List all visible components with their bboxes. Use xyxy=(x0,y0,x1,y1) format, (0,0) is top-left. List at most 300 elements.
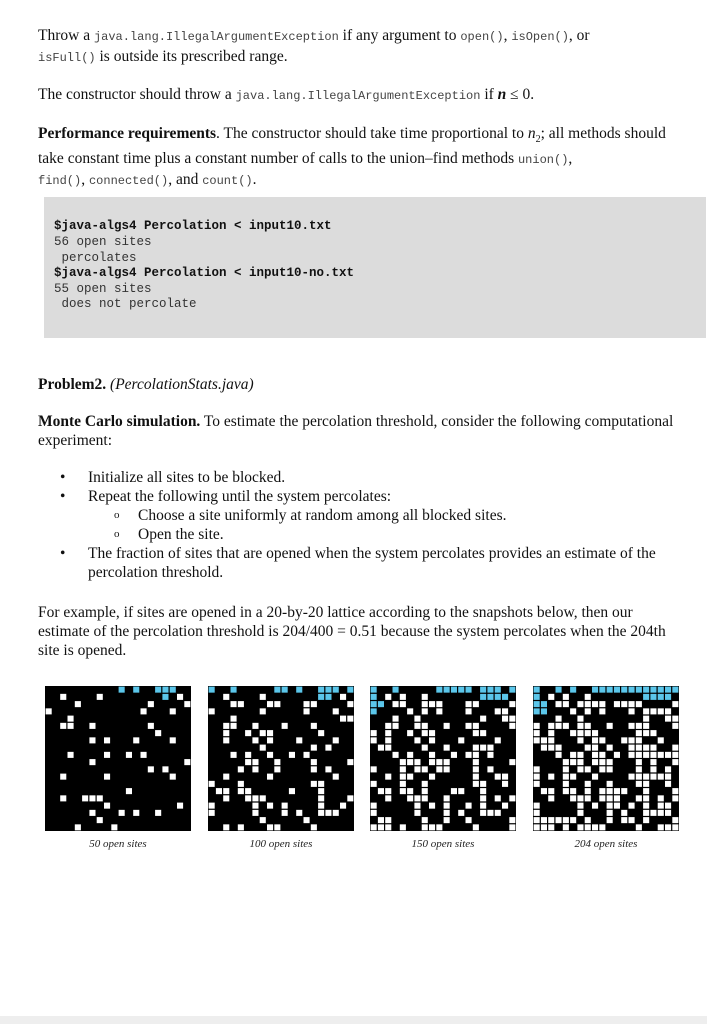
open-site xyxy=(487,810,493,816)
open-site xyxy=(629,803,635,809)
open-site xyxy=(466,701,472,707)
list-item xyxy=(38,487,688,544)
open-site xyxy=(177,803,183,809)
open-site xyxy=(60,774,66,780)
full-site xyxy=(371,687,377,693)
open-site xyxy=(592,701,598,707)
open-site xyxy=(184,701,190,707)
open-site xyxy=(650,759,656,765)
open-site xyxy=(422,730,428,736)
open-site xyxy=(82,795,88,801)
experiment-steps xyxy=(38,468,688,582)
open-site xyxy=(473,752,479,758)
open-site xyxy=(534,824,540,830)
open-site xyxy=(643,817,649,823)
open-site xyxy=(393,723,399,729)
open-site xyxy=(480,730,486,736)
open-site xyxy=(592,774,598,780)
full-site xyxy=(318,694,324,700)
open-site xyxy=(643,745,649,751)
lattice-background xyxy=(45,686,191,831)
open-site xyxy=(252,723,258,729)
text: Throw a xyxy=(38,27,94,44)
open-site xyxy=(89,759,95,765)
code-exception: java.lang.IllegalArgumentException xyxy=(93,30,339,44)
open-site xyxy=(548,745,554,751)
open-site xyxy=(665,810,671,816)
full-site xyxy=(325,694,331,700)
open-site xyxy=(429,730,435,736)
open-site xyxy=(68,716,74,722)
open-site xyxy=(487,766,493,772)
full-site xyxy=(636,687,642,693)
open-site xyxy=(495,708,501,714)
open-site xyxy=(282,723,288,729)
open-site xyxy=(599,737,605,743)
open-site xyxy=(577,737,583,743)
open-site xyxy=(444,745,450,751)
open-site xyxy=(429,759,435,765)
open-site xyxy=(429,774,435,780)
open-site xyxy=(340,694,346,700)
open-site xyxy=(304,752,310,758)
open-site xyxy=(541,824,547,830)
open-site xyxy=(393,752,399,758)
open-site xyxy=(556,723,562,729)
open-site xyxy=(400,781,406,787)
open-site xyxy=(104,752,110,758)
open-site xyxy=(223,824,229,830)
open-site xyxy=(133,737,139,743)
open-site xyxy=(260,795,266,801)
text: . The constructor should take time proportional to xyxy=(216,125,528,142)
full-site xyxy=(155,687,161,693)
open-site xyxy=(252,737,258,743)
open-site xyxy=(75,701,81,707)
open-site xyxy=(658,824,664,830)
full-site xyxy=(658,687,664,693)
full-site xyxy=(658,694,664,700)
open-site xyxy=(548,723,554,729)
full-site xyxy=(495,687,501,693)
open-site xyxy=(534,774,540,780)
full-site xyxy=(480,687,486,693)
open-site xyxy=(473,781,479,787)
open-site xyxy=(548,737,554,743)
open-site xyxy=(436,708,442,714)
open-site xyxy=(104,737,110,743)
open-site xyxy=(563,824,569,830)
open-site xyxy=(407,730,413,736)
open-site xyxy=(607,745,613,751)
open-site xyxy=(238,824,244,830)
open-site xyxy=(548,774,554,780)
open-site xyxy=(534,817,540,823)
open-site xyxy=(599,788,605,794)
full-site xyxy=(170,687,176,693)
full-site xyxy=(480,694,486,700)
open-site xyxy=(422,817,428,823)
open-site xyxy=(607,781,613,787)
open-site xyxy=(414,759,420,765)
open-site xyxy=(89,723,95,729)
open-site xyxy=(318,788,324,794)
open-site xyxy=(487,752,493,758)
open-site xyxy=(621,701,627,707)
open-site xyxy=(473,759,479,765)
text: ; all methods should take constant time plus a constant number of calls to the union–find methods xyxy=(38,125,666,168)
open-site xyxy=(599,708,605,714)
open-site xyxy=(650,766,656,772)
open-site xyxy=(436,759,442,765)
open-site xyxy=(89,795,95,801)
open-site xyxy=(480,716,486,722)
open-site xyxy=(585,745,591,751)
full-site xyxy=(607,687,613,693)
open-site xyxy=(621,737,627,743)
open-site xyxy=(245,788,251,794)
full-site xyxy=(541,701,547,707)
open-site xyxy=(311,701,317,707)
open-site xyxy=(665,708,671,714)
open-site xyxy=(629,701,635,707)
open-site xyxy=(371,737,377,743)
open-site xyxy=(385,788,391,794)
step-text: The fraction of sites that are opened when the system percolates provides an estimate of the percolation threshold. xyxy=(88,545,656,581)
full-site xyxy=(119,687,125,693)
open-site xyxy=(592,759,598,765)
open-site xyxy=(97,694,103,700)
open-site xyxy=(643,752,649,758)
open-site xyxy=(509,824,515,830)
open-site xyxy=(473,774,479,780)
open-site xyxy=(585,723,591,729)
open-site xyxy=(570,788,576,794)
open-site xyxy=(126,752,132,758)
open-site xyxy=(502,774,508,780)
open-site xyxy=(231,716,237,722)
full-site xyxy=(570,687,576,693)
example-paragraph: For example, if sites are opened in a 20-by-20 lattice according to the snapshots below, then our estimate of the percolation threshold is 204/400 = 0.51 because the system percolates when the 204th site is opened. xyxy=(38,604,666,659)
open-site xyxy=(658,737,664,743)
open-site xyxy=(371,810,377,816)
open-site xyxy=(570,730,576,736)
open-site xyxy=(643,723,649,729)
open-site xyxy=(60,723,66,729)
open-site xyxy=(672,759,678,765)
open-site xyxy=(495,795,501,801)
open-site xyxy=(451,752,457,758)
text: is outside its prescribed range. xyxy=(95,48,288,65)
open-site xyxy=(643,803,649,809)
open-site xyxy=(577,766,583,772)
open-site xyxy=(371,803,377,809)
full-site xyxy=(162,687,168,693)
open-site xyxy=(466,803,472,809)
lattice-image xyxy=(45,686,191,831)
open-site xyxy=(650,810,656,816)
open-site xyxy=(473,723,479,729)
circle-bullet-icon: o xyxy=(114,509,120,521)
open-site xyxy=(385,723,391,729)
code-line-command: $java-algs4 Percolation < input10-no.txt xyxy=(54,266,355,280)
open-site xyxy=(480,781,486,787)
open-site xyxy=(672,745,678,751)
open-site xyxy=(325,745,331,751)
open-site xyxy=(466,708,472,714)
lattice-background xyxy=(370,686,516,831)
open-site xyxy=(650,774,656,780)
full-site xyxy=(451,687,457,693)
open-site xyxy=(422,694,428,700)
open-site xyxy=(607,723,613,729)
open-site xyxy=(422,795,428,801)
code-connected: connected() xyxy=(88,174,169,189)
open-site xyxy=(400,694,406,700)
open-site xyxy=(570,795,576,801)
open-site xyxy=(378,824,384,830)
open-site xyxy=(585,788,591,794)
open-site xyxy=(534,730,540,736)
variable-n: n xyxy=(497,86,507,103)
open-site xyxy=(252,795,258,801)
full-site xyxy=(133,687,139,693)
open-site xyxy=(636,766,642,772)
list-item xyxy=(88,506,688,525)
open-site xyxy=(570,774,576,780)
open-site xyxy=(311,759,317,765)
open-site xyxy=(209,781,215,787)
open-site xyxy=(267,730,273,736)
lattice-image xyxy=(208,686,354,831)
problem2-filename: (PercolationStats.java) xyxy=(110,376,254,393)
open-site xyxy=(104,803,110,809)
code-exception: java.lang.IllegalArgumentException xyxy=(235,89,481,103)
open-site xyxy=(570,752,576,758)
open-site xyxy=(577,810,583,816)
open-site xyxy=(665,781,671,787)
open-site xyxy=(636,701,642,707)
open-site xyxy=(274,824,280,830)
open-site xyxy=(371,730,377,736)
full-site xyxy=(333,687,339,693)
snapshot-caption: 50 open sites xyxy=(89,838,147,850)
open-site xyxy=(563,694,569,700)
open-site xyxy=(170,774,176,780)
open-site xyxy=(46,708,52,714)
open-site xyxy=(577,759,583,765)
open-site xyxy=(658,708,664,714)
open-site xyxy=(325,766,331,772)
lattice-background xyxy=(208,686,354,831)
open-site xyxy=(585,730,591,736)
full-site xyxy=(541,708,547,714)
percolation-snapshot xyxy=(208,686,354,831)
open-site xyxy=(407,708,413,714)
open-site xyxy=(311,745,317,751)
open-site xyxy=(502,708,508,714)
open-site xyxy=(68,752,74,758)
full-site xyxy=(347,687,353,693)
text: if any argument to xyxy=(338,27,461,44)
text: ≤ 0. xyxy=(506,86,535,103)
open-site xyxy=(223,730,229,736)
open-site xyxy=(599,795,605,801)
code-block xyxy=(44,197,706,338)
open-site xyxy=(643,795,649,801)
code-line-output: percolates xyxy=(54,251,137,265)
open-site xyxy=(444,759,450,765)
open-site xyxy=(422,708,428,714)
text: if xyxy=(480,86,498,103)
open-site xyxy=(223,723,229,729)
open-site xyxy=(414,766,420,772)
open-site xyxy=(378,788,384,794)
open-site xyxy=(563,759,569,765)
open-site xyxy=(444,817,450,823)
snapshot-caption: 150 open sites xyxy=(411,838,475,850)
open-site xyxy=(267,752,273,758)
open-site xyxy=(636,759,642,765)
open-site xyxy=(252,803,258,809)
open-site xyxy=(502,781,508,787)
open-site xyxy=(629,708,635,714)
page-bottom-bar xyxy=(0,1016,707,1024)
open-site xyxy=(223,774,229,780)
open-site xyxy=(422,824,428,830)
open-site xyxy=(643,774,649,780)
open-site xyxy=(563,817,569,823)
open-site xyxy=(238,766,244,772)
open-site xyxy=(209,708,215,714)
full-site xyxy=(614,687,620,693)
open-site xyxy=(577,723,583,729)
open-site xyxy=(267,774,273,780)
open-site xyxy=(289,788,295,794)
open-site xyxy=(466,723,472,729)
full-site xyxy=(371,708,377,714)
open-site xyxy=(563,723,569,729)
open-site xyxy=(534,723,540,729)
open-site xyxy=(650,752,656,758)
open-site xyxy=(614,752,620,758)
open-site xyxy=(347,795,353,801)
full-site xyxy=(318,687,324,693)
open-site xyxy=(260,817,266,823)
open-site xyxy=(495,810,501,816)
open-site xyxy=(658,803,664,809)
percolation-snapshot xyxy=(45,686,191,831)
open-site xyxy=(347,716,353,722)
open-site xyxy=(621,788,627,794)
open-site xyxy=(509,723,515,729)
open-site xyxy=(629,737,635,743)
open-site xyxy=(629,817,635,823)
open-site xyxy=(577,752,583,758)
open-site xyxy=(534,810,540,816)
open-site xyxy=(304,817,310,823)
open-site xyxy=(333,737,339,743)
open-site xyxy=(385,817,391,823)
performance-paragraph xyxy=(38,124,678,191)
open-site xyxy=(548,795,554,801)
open-site xyxy=(541,745,547,751)
open-site xyxy=(407,752,413,758)
open-site xyxy=(282,810,288,816)
full-site xyxy=(458,687,464,693)
open-site xyxy=(97,795,103,801)
circle-bullet-icon: o xyxy=(114,528,120,540)
open-site xyxy=(184,759,190,765)
open-site xyxy=(672,817,678,823)
open-site xyxy=(414,723,420,729)
open-site xyxy=(400,759,406,765)
open-site xyxy=(665,824,671,830)
open-site xyxy=(636,745,642,751)
open-site xyxy=(495,774,501,780)
open-site xyxy=(665,766,671,772)
full-site xyxy=(502,694,508,700)
open-site xyxy=(407,774,413,780)
code-line-output: does not percolate xyxy=(54,297,197,311)
open-site xyxy=(429,752,435,758)
open-site xyxy=(89,810,95,816)
open-site xyxy=(260,745,266,751)
open-site xyxy=(672,701,678,707)
text: . xyxy=(252,171,257,189)
full-site xyxy=(556,687,562,693)
code-line-output: 56 open sites xyxy=(54,235,152,249)
open-site xyxy=(509,759,515,765)
open-site xyxy=(97,817,103,823)
open-site xyxy=(141,752,147,758)
open-site xyxy=(385,824,391,830)
open-site xyxy=(252,766,258,772)
open-site xyxy=(480,745,486,751)
open-site xyxy=(60,694,66,700)
open-site xyxy=(444,766,450,772)
text: , and xyxy=(168,171,203,189)
open-site xyxy=(585,781,591,787)
open-site xyxy=(407,759,413,765)
open-site xyxy=(238,788,244,794)
open-site xyxy=(599,701,605,707)
open-site xyxy=(60,795,66,801)
open-site xyxy=(636,824,642,830)
open-site xyxy=(148,723,154,729)
open-site xyxy=(347,759,353,765)
open-site xyxy=(385,694,391,700)
full-site xyxy=(534,708,540,714)
open-site xyxy=(466,752,472,758)
full-site xyxy=(393,687,399,693)
open-site xyxy=(592,730,598,736)
open-site xyxy=(556,752,562,758)
open-site xyxy=(333,708,339,714)
full-site xyxy=(643,687,649,693)
open-site xyxy=(556,701,562,707)
open-site xyxy=(473,730,479,736)
open-site xyxy=(325,810,331,816)
open-site xyxy=(429,701,435,707)
open-site xyxy=(650,730,656,736)
open-site xyxy=(133,810,139,816)
open-site xyxy=(333,810,339,816)
open-site xyxy=(599,752,605,758)
open-site xyxy=(621,810,627,816)
open-site xyxy=(563,766,569,772)
full-site xyxy=(209,687,215,693)
